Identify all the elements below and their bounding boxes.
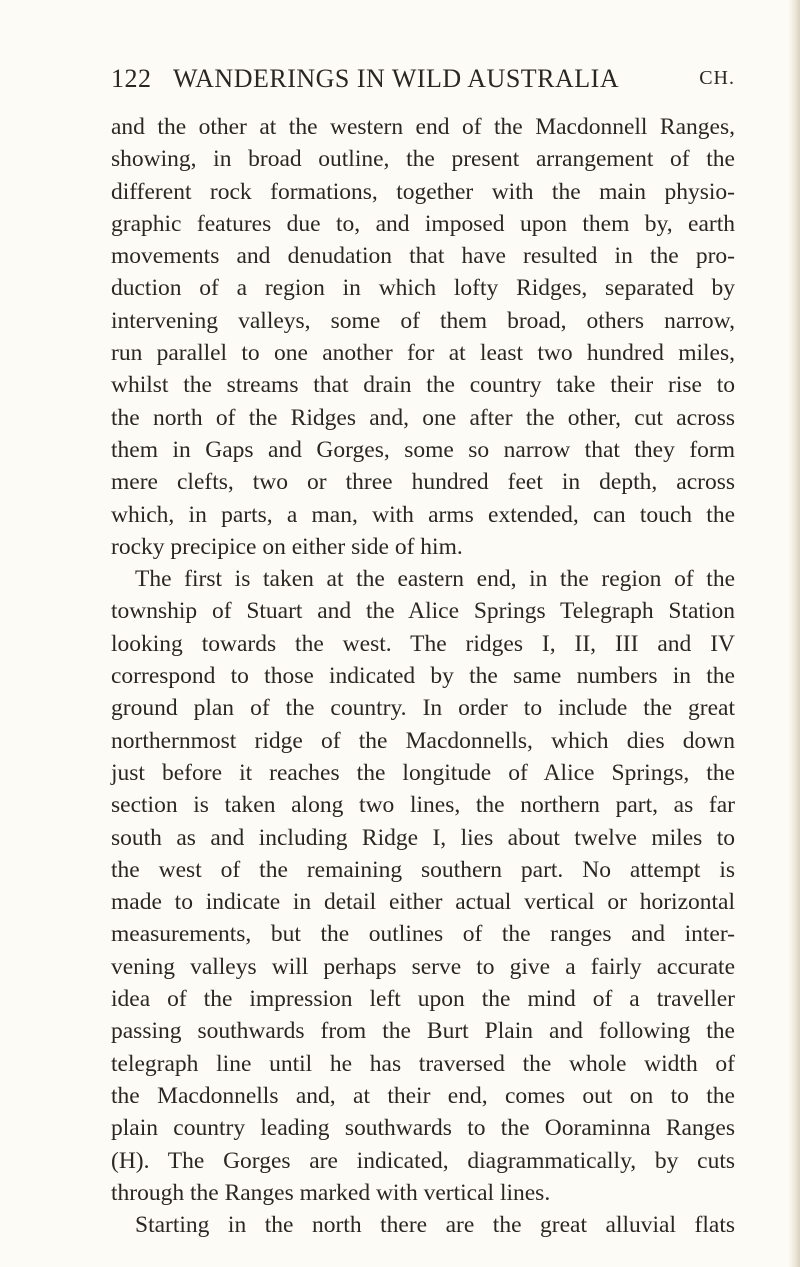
chapter-mark: CH. [699,67,735,89]
text-line: Starting in the north there are the great alluvial flats [135,1212,735,1239]
text-line: them in Gaps and Gorges, some so narrow that they form [111,436,735,463]
text-line: northernmost ridge of the Macdonnells, which dies down [111,727,735,754]
text-line: movements and denudation that have resulted in the pro- [111,243,735,270]
text-line: (H). The Gorges are indicated, diagrammatically, by cuts [111,1147,735,1174]
text-line: ground plan of the country. In order to include the great [111,695,735,722]
text-line: section is taken along two lines, the northern part, as far [111,792,735,819]
text-line: looking towards the west. The ridges I, II, III and IV [111,630,735,657]
text-line: the north of the Ridges and, one after the other, cut across [111,404,735,431]
text-line: which, in parts, a man, with arms extended, can touch the [111,501,735,528]
text-line: the Macdonnells and, at their end, comes out on to the [111,1082,735,1109]
text-line: showing, in broad outline, the present arrangement of the [111,146,735,173]
text-line: passing southwards from the Burt Plain and following the [111,1018,735,1045]
text-line: telegraph line until he has traversed the whole width of [111,1050,735,1077]
text-line: through the Ranges marked with vertical lines. [111,1179,551,1206]
text-line: plain country leading southwards to the Ooraminna Ranges [111,1115,735,1142]
text-line: made to indicate in detail either actual vertical or horizontal [111,889,735,916]
text-line: correspond to those indicated by the same numbers in the [111,663,735,690]
book-title: WANDERINGS IN WILD AUSTRALIA [173,64,620,93]
text-line: vening valleys will perhaps serve to give a fairly accurate [111,953,735,980]
page-edge [788,0,800,1267]
text-line: idea of the impression left upon the mind of a traveller [111,986,735,1013]
text-line: whilst the streams that drain the country take their rise to [111,372,735,399]
text-line: rocky precipice on either side of him. [111,533,463,560]
text-line: township of Stuart and the Alice Springs Telegraph Station [111,598,735,625]
text-line: and the other at the western end of the Macdonnell Ranges, [111,114,735,140]
text-line: the west of the remaining southern part. No attempt is [111,856,735,883]
text-line: intervening valleys, some of them broad, others narrow, [111,307,735,334]
text-line: south as and including Ridge I, lies about twelve miles to [111,824,735,851]
text-line: The first is taken at the eastern end, in the region of the [135,566,735,593]
text-line: different rock formations, together with the main physio- [111,178,735,205]
text-line: just before it reaches the longitude of Alice Springs, the [111,759,735,786]
text-line: duction of a region in which lofty Ridges, separated by [111,275,735,302]
body-text [111,111,735,1241]
text-line: mere clefts, two or three hundred feet in depth, across [111,469,735,496]
page-number: 122 [111,64,152,93]
text-line: measurements, but the outlines of the ranges and inter- [111,921,735,948]
running-head [111,64,735,96]
text-line: graphic features due to, and imposed upon them by, earth [111,210,735,237]
text-line: run parallel to one another for at least two hundred miles, [111,340,735,367]
